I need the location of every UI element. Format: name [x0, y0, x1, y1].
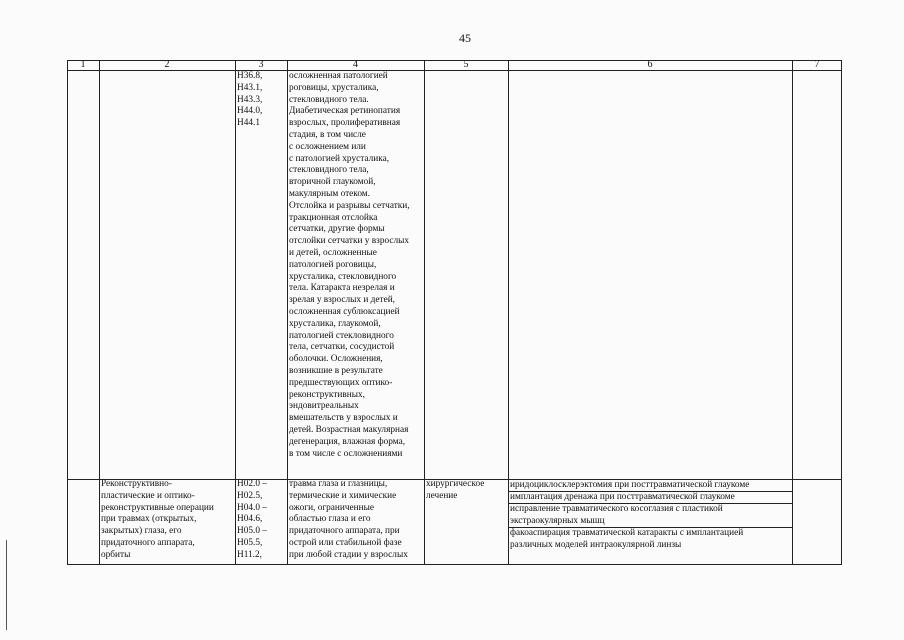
diagnosis-line: роговицы, хрусталика, [289, 82, 379, 93]
row1-col4-diagnosis [289, 71, 424, 460]
diagnosis-line: тела. Катаракта незрелая и [289, 283, 395, 294]
diagnosis-line: патологией стекловидного [289, 330, 394, 341]
procedure-group-line: закрытых) глаза, его [101, 526, 182, 537]
code-line: H43.3, [237, 94, 263, 105]
table-body [67, 71, 842, 565]
diagnosis-line: эндовитреальных [289, 401, 359, 412]
code-line: H05.0 – [237, 526, 267, 537]
code-line: H11.2, [237, 549, 262, 560]
row2-col2-procedure-group [101, 479, 235, 562]
method-line: различных моделей интраокулярной линзы [510, 540, 682, 550]
diagnosis-line: взрослых, пролиферативная [289, 118, 401, 129]
code-line: H02.0 – [237, 479, 267, 489]
diagnosis-line: патологией роговицы, [289, 259, 377, 270]
header-col-2: 2 [164, 59, 170, 70]
procedure-group-line: придаточного аппарата, [101, 537, 195, 548]
diagnosis-line: осложненная сублюксацией [289, 306, 400, 317]
diagnosis-line: отслойки сетчатки у взрослых [289, 236, 410, 247]
method-line: факоаспирация травматической катаракты с имплантацией [510, 528, 744, 538]
diagnosis-line: реконструктивных, [289, 389, 365, 400]
procedure-group-line: при травмах (открытых, [101, 514, 197, 525]
diagnosis-line: оболочки. Осложнения, [289, 354, 383, 365]
diagnosis-line: предшествующих оптико- [289, 377, 393, 388]
diagnosis-line: тракционная отслойка [289, 212, 378, 223]
code-line: H36.8, [237, 71, 263, 81]
method-line: иридоциклосклерэктомия при посттравматической глаукоме [510, 480, 750, 490]
procedure-table [67, 60, 842, 565]
diagnosis-line: в том числе с осложнениями [289, 448, 403, 459]
row2-col4-diagnosis [289, 479, 424, 562]
procedure-group-line: пластические и оптико- [101, 490, 195, 501]
row1-col3-codes [235, 71, 289, 130]
header-col-3: 3 [258, 59, 264, 70]
page-number: 45 [459, 31, 471, 45]
diagnosis-line: макулярным отеком. [289, 188, 371, 199]
diagnosis-line: вторичной глаукомой, [289, 177, 376, 188]
diagnosis-line: тела, сетчатки, сосудистой [289, 342, 395, 353]
diagnosis-line: стекловидного тела. [289, 94, 369, 105]
header-col-5: 5 [463, 59, 469, 70]
diagnosis-line: Отслойка и разрывы сетчатки, [289, 200, 410, 211]
diagnosis-line: термические и химические [289, 490, 397, 501]
table-header-row [67, 60, 842, 70]
diagnosis-line: детей. Возрастная макулярная [289, 424, 409, 435]
header-col-4: 4 [353, 59, 358, 70]
row2-col5-treatment-type [426, 479, 508, 503]
diagnosis-line: стадия, в том числе [289, 129, 366, 140]
scan-edge-mark [6, 540, 7, 630]
diagnosis-line: осложненная патологией [289, 71, 388, 81]
code-line: H02.5, [237, 490, 263, 501]
diagnosis-line: ожоги, ограниченные [289, 502, 375, 513]
treatment-type-line: хирургическое [426, 479, 485, 489]
method-line: имплантация дренажа при посттравматической глаукоме [510, 492, 735, 502]
diagnosis-line: дегенерация, влажная форма, [289, 436, 406, 447]
diagnosis-line: сетчатки, другие формы [289, 224, 385, 235]
code-line: H44.0, [237, 106, 263, 117]
header-col-1: 1 [80, 59, 86, 70]
diagnosis-line: острой или стабильной фазе [289, 537, 402, 548]
code-line: H44.1 [237, 118, 260, 129]
treatment-type-line: лечение [426, 490, 458, 501]
diagnosis-line: зрелая у взрослых и детей, [289, 295, 396, 306]
diagnosis-line: придаточного аппарата, при [289, 526, 400, 537]
row2-col6-methods [508, 479, 792, 551]
header-col-7: 7 [814, 59, 820, 70]
diagnosis-line: областью глаза и его [289, 514, 371, 525]
diagnosis-line: возникшие в результате [289, 365, 383, 376]
diagnosis-line: стекловидного тела, [289, 165, 369, 176]
diagnosis-line: хрусталика, глаукомой, [289, 318, 381, 329]
code-line: H04.6, [237, 514, 263, 525]
code-line: H43.1, [237, 82, 263, 93]
row2-col3-codes [235, 479, 289, 562]
diagnosis-line: хрусталика, стекловидного [289, 271, 397, 282]
diagnosis-line: вмешательств у взрослых и [289, 413, 398, 424]
header-col-6: 6 [647, 59, 653, 70]
method-line: экстраокулярных мышц [510, 516, 605, 526]
code-line: H04.0 – [237, 502, 267, 513]
procedure-group-line: реконструктивные операции [101, 502, 214, 513]
diagnosis-line: травма глаза и глазницы, [289, 479, 388, 489]
procedure-group-line: Реконструктивно- [101, 479, 172, 489]
diagnosis-line: и детей, осложненные [289, 247, 377, 258]
diagnosis-line: с патологией хрусталика, [289, 153, 390, 164]
diagnosis-line: с осложнением или [289, 141, 366, 152]
diagnosis-line: Диабетическая ретинопатия [289, 106, 401, 117]
procedure-group-line: орбиты [101, 549, 131, 560]
diagnosis-line: при любой стадии у взрослых [289, 549, 408, 560]
code-line: H05.5, [237, 537, 263, 548]
method-line: исправление травматического косоглазия с пластикой [510, 504, 723, 514]
